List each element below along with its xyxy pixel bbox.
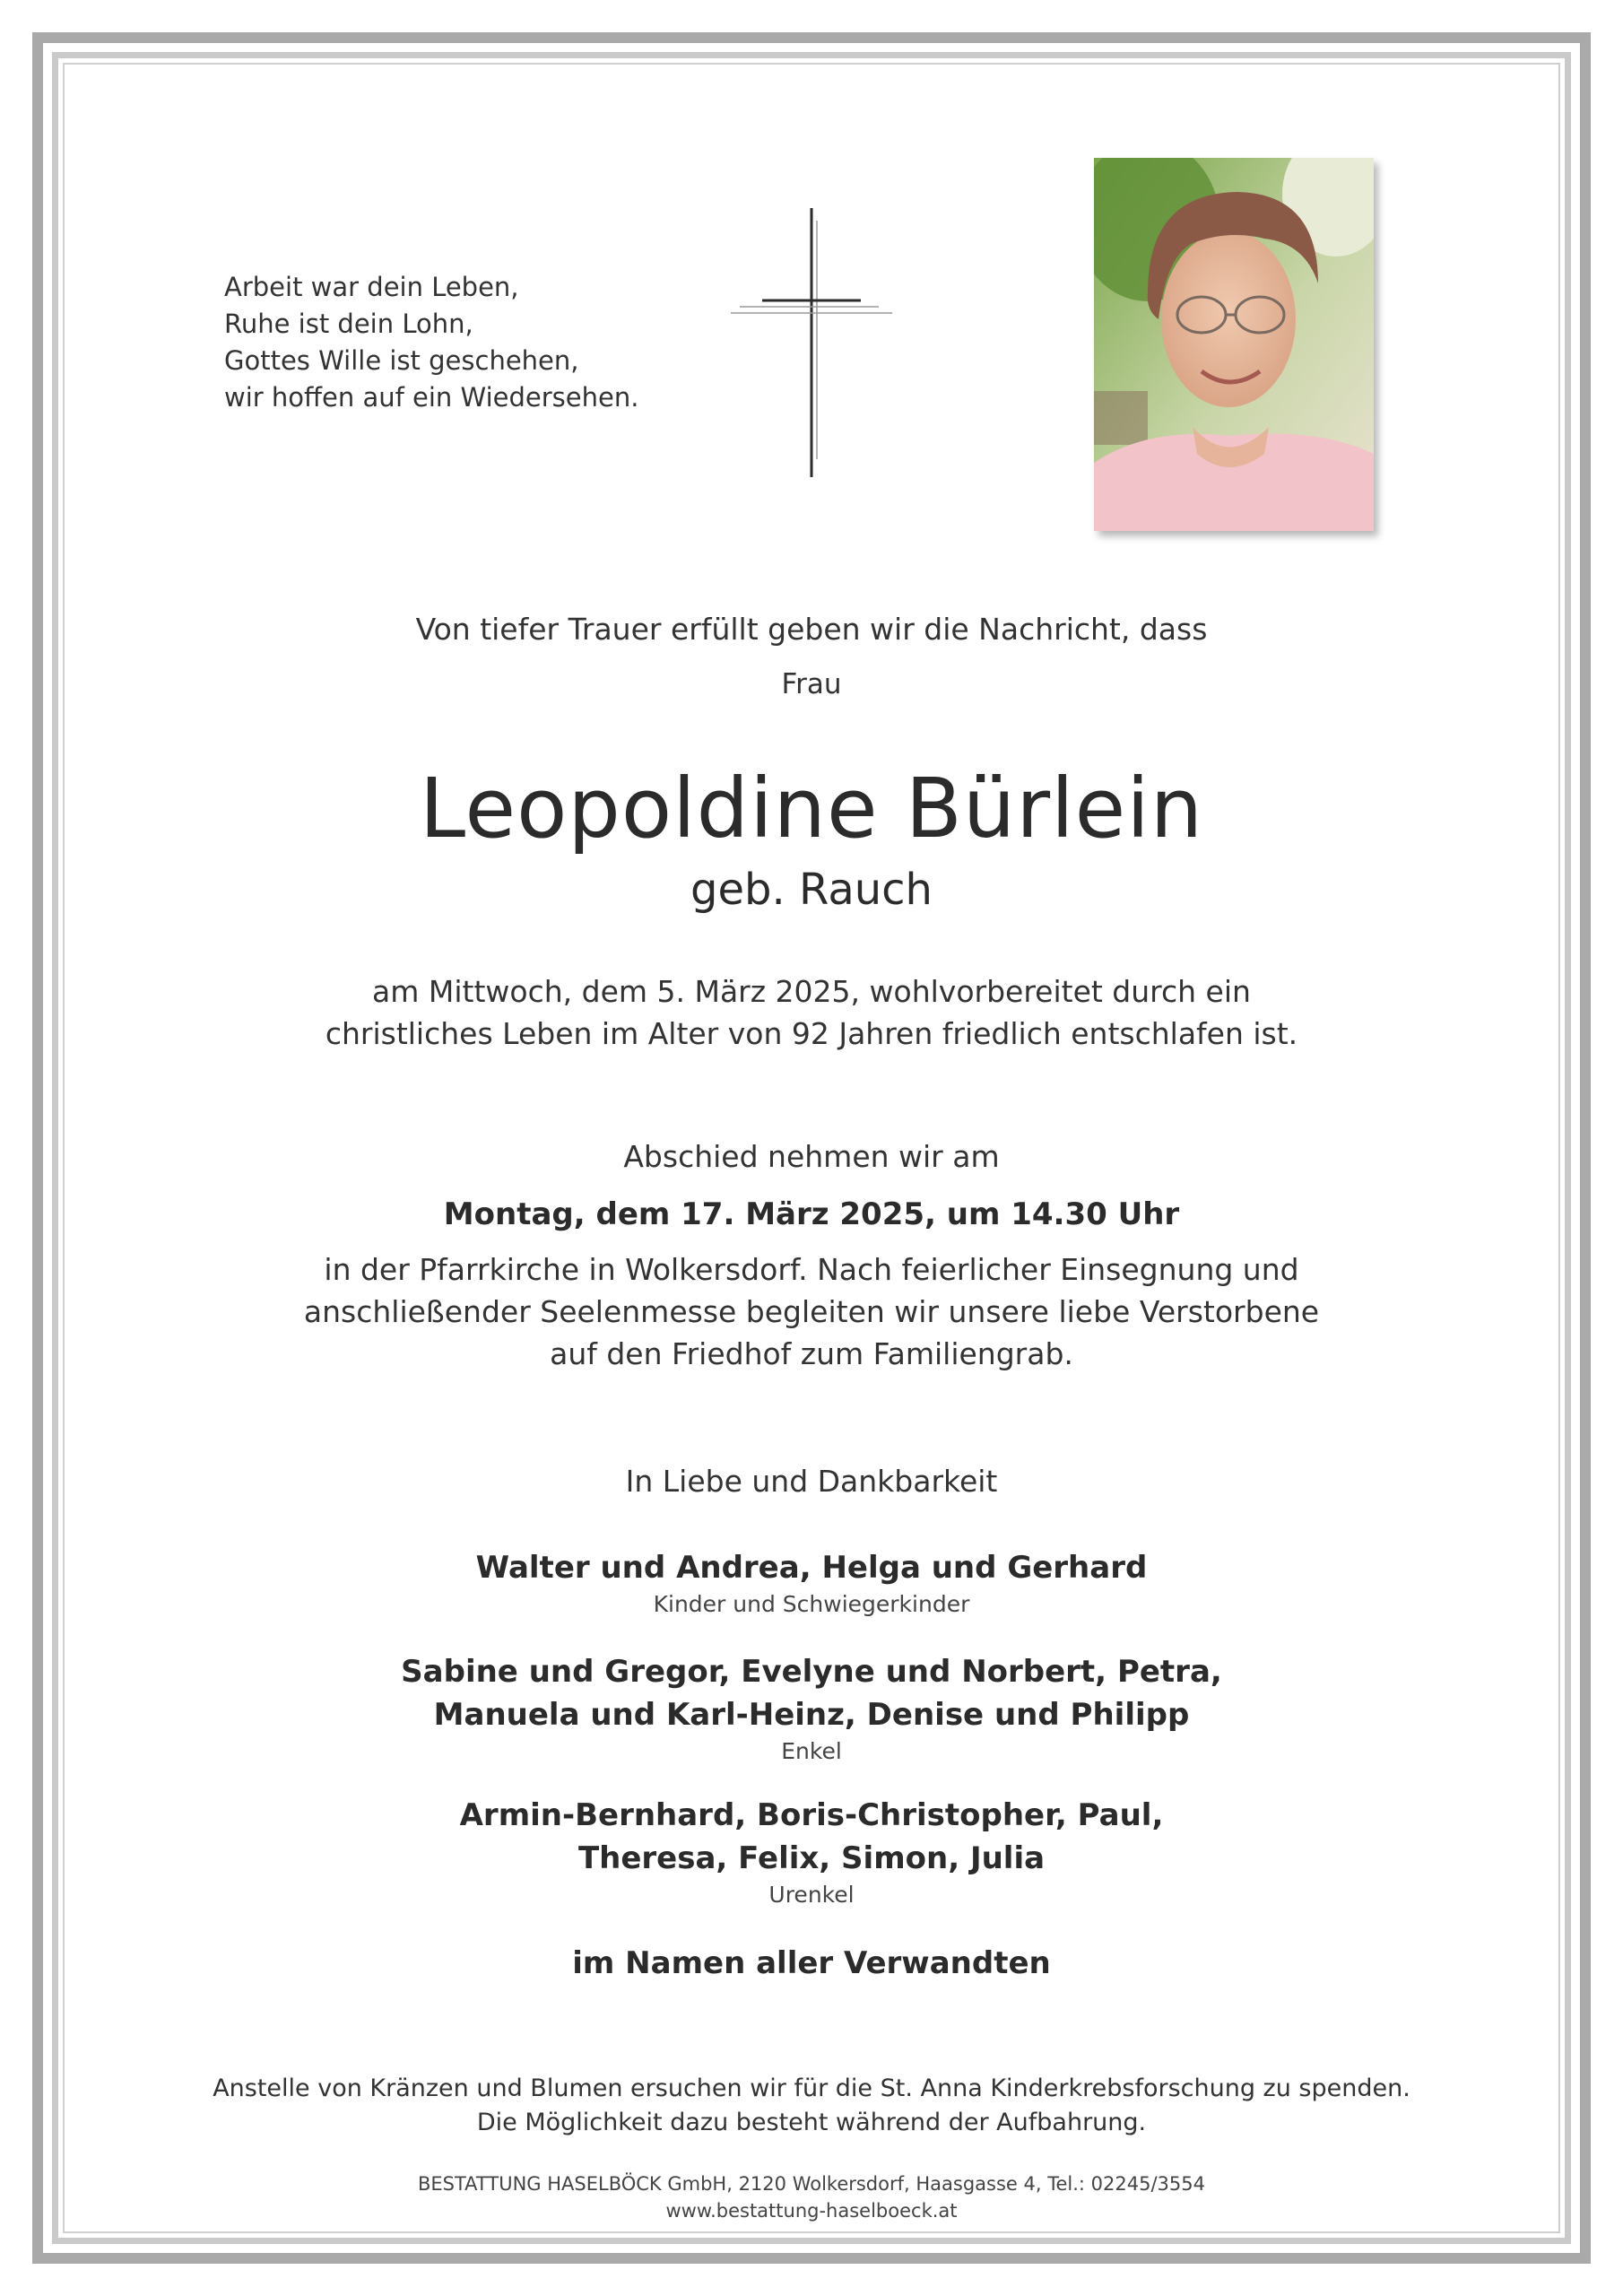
mourner-role: Kinder und Schwiegerkinder <box>653 1591 970 1617</box>
footer-website: www.bestattung-haselboeck.at <box>665 2200 958 2222</box>
mourner-role: Enkel <box>781 1738 842 1764</box>
maiden-name <box>72 863 1551 917</box>
poem-line: Arbeit war dein Leben, <box>224 272 519 302</box>
cross-icon <box>731 208 892 482</box>
poem-line: wir hoffen auf ein Wiedersehen. <box>224 382 639 413</box>
farewell-line: in der Pfarrkirche in Wolkersdorf. Nach feierlicher Einsegnung und <box>324 1252 1299 1287</box>
death-notice <box>72 970 1551 1055</box>
intro-text <box>72 610 1551 649</box>
farewell-line: anschließender Seelenmesse begleiten wir unsere liebe Verstorbene <box>303 1294 1320 1329</box>
mourner-names: Sabine und Gregor, Evelyne und Norbert, Petra, <box>401 1654 1222 1690</box>
mourner-role: Urenkel <box>768 1882 855 1908</box>
closing-line <box>72 1943 1551 1984</box>
donation-note <box>72 2072 1551 2140</box>
farewell-date <box>72 1195 1551 1234</box>
mourner-names: Manuela und Karl-Heinz, Denise und Philipp <box>433 1697 1190 1733</box>
mourner-names: Armin-Bernhard, Boris-Christopher, Paul, <box>459 1797 1164 1833</box>
deceased-name-text: Leopoldine Bürlein <box>419 761 1204 857</box>
maiden-name-text: geb. Rauch <box>690 865 933 915</box>
mourner-group-children <box>72 1546 1551 1620</box>
poem-line: Ruhe ist dein Lohn, <box>224 309 473 339</box>
mourner-names: Theresa, Felix, Simon, Julia <box>577 1840 1046 1876</box>
footer <box>72 2170 1551 2224</box>
intro-line: Von tiefer Trauer erfüllt geben wir die Nachricht, dass <box>415 612 1208 647</box>
salutation <box>72 665 1551 703</box>
mourner-group-grandchildren <box>72 1650 1551 1767</box>
farewell-line: auf den Friedhof zum Familiengrab. <box>550 1336 1073 1371</box>
donation-line: Die Möglichkeit dazu besteht während der Aufbahrung. <box>476 2109 1147 2136</box>
poem <box>224 269 690 416</box>
deceased-name <box>72 761 1551 857</box>
mourners-intro-text: In Liebe und Dankbarkeit <box>625 1464 998 1499</box>
poem-line: Gottes Wille ist geschehen, <box>224 345 579 376</box>
death-line: christliches Leben im Alter von 92 Jahren friedlich entschlafen ist. <box>325 1016 1298 1051</box>
footer-company: BESTATTUNG HASELBÖCK GmbH, 2120 Wolkersdorf, Haasgasse 4, Tel.: 02245/3554 <box>417 2173 1205 2195</box>
mourner-group-great-grandchildren <box>72 1794 1551 1910</box>
farewell-intro <box>72 1137 1551 1177</box>
mourner-names: Walter und Andrea, Helga und Gerhard <box>475 1550 1148 1586</box>
farewell-intro-text: Abschied nehmen wir am <box>623 1139 1000 1174</box>
portrait-photo <box>1094 158 1374 531</box>
closing-text: im Namen aller Verwandten <box>572 1945 1051 1981</box>
donation-line: Anstelle von Kränzen und Blumen ersuchen wir für die St. Anna Kinderkrebsforschung zu spenden. <box>213 2074 1410 2102</box>
mourners-intro <box>72 1462 1551 1501</box>
salutation-text: Frau <box>781 668 842 700</box>
farewell-details <box>72 1248 1551 1375</box>
death-line: am Mittwoch, dem 5. März 2025, wohlvorbereitet durch ein <box>372 974 1251 1009</box>
farewell-date-text: Montag, dem 17. März 2025, um 14.30 Uhr <box>443 1196 1180 1232</box>
